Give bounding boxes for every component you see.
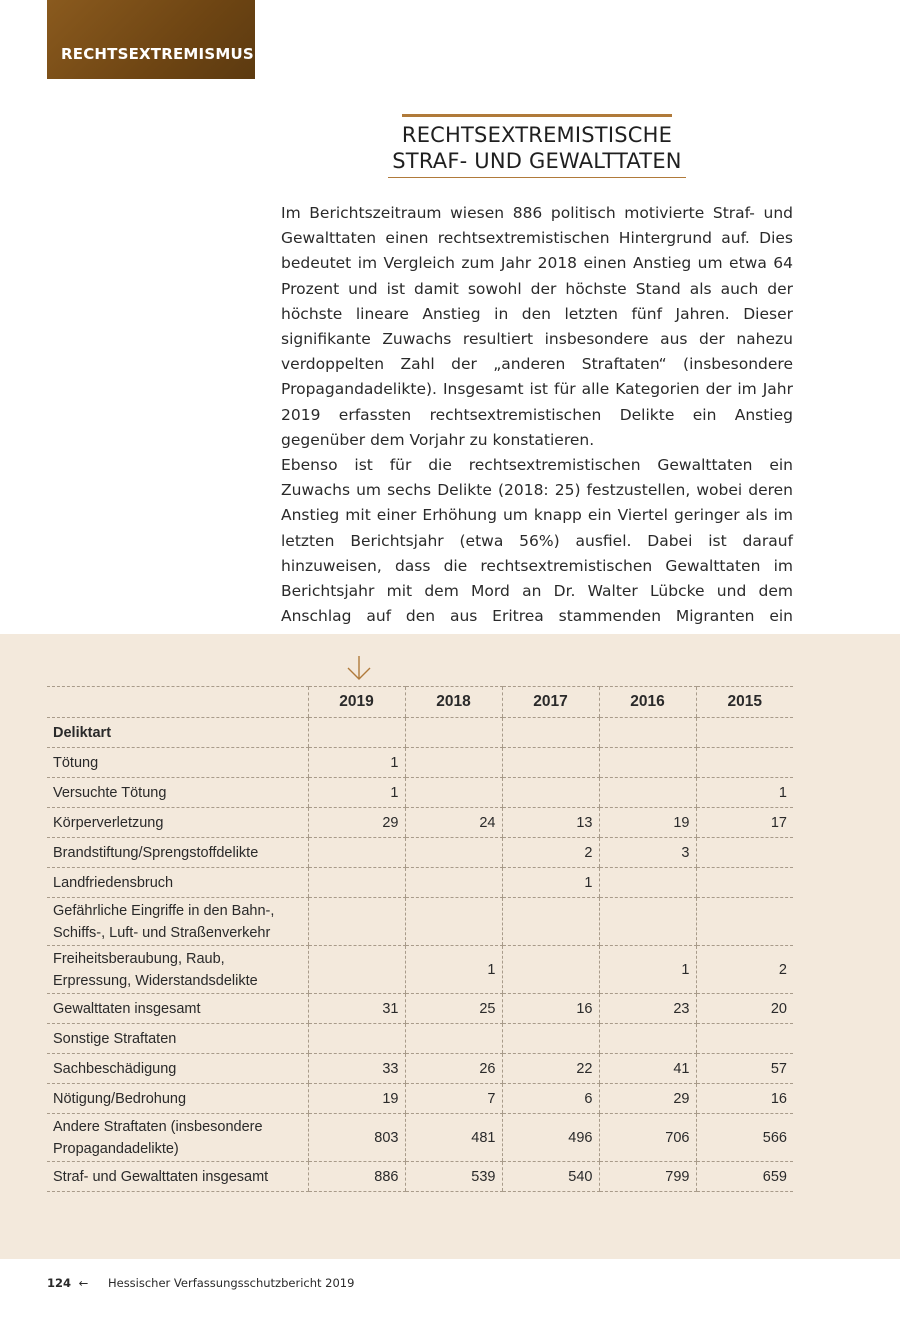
table-row	[47, 994, 793, 1024]
cell-value: 19	[308, 1084, 405, 1114]
cell-value: 17	[696, 808, 793, 838]
cell-value: 803	[308, 1114, 405, 1162]
table-row	[47, 838, 793, 868]
cell-value	[599, 748, 696, 778]
cell-value: 566	[696, 1114, 793, 1162]
cell-value: 7	[405, 1084, 502, 1114]
cell-value	[696, 748, 793, 778]
cell-value	[696, 838, 793, 868]
cell-value: 31	[308, 994, 405, 1024]
header-year: 2016	[599, 687, 696, 718]
cell-value	[599, 1024, 696, 1054]
cell-value	[502, 946, 599, 994]
cell-value	[308, 718, 405, 748]
title-rule-bottom	[388, 177, 686, 178]
header-year: 2018	[405, 687, 502, 718]
cell-value: 1	[599, 946, 696, 994]
cell-value: 16	[502, 994, 599, 1024]
row-label: Sonstige Straftaten	[47, 1024, 308, 1054]
table-row	[47, 778, 793, 808]
row-label: Straf- und Gewalttaten insgesamt	[47, 1162, 308, 1192]
cell-value: 1	[405, 946, 502, 994]
cell-value: 1	[502, 868, 599, 898]
cell-value: 16	[696, 1084, 793, 1114]
cell-value	[696, 718, 793, 748]
table-header-row	[47, 687, 793, 718]
offense-table	[47, 686, 793, 1192]
table-row	[47, 898, 793, 946]
table-row	[47, 718, 793, 748]
cell-value	[502, 718, 599, 748]
table-row	[47, 946, 793, 994]
table-row	[47, 748, 793, 778]
title-line-1: RECHTSEXTREMISTISCHE	[401, 123, 673, 147]
paragraph-1: Im Berichtszeitraum wiesen 886 politisch motivierte Straf- und Gewalttaten einen rechtsextremistischen Hintergrund auf. Dies bedeutet im Vergleich zum Jahr 2018 einen Anstieg um etwa 64 Prozent und ist damit sowohl der höchste Stand als auch der höchste lineare Anstieg in den letzten fünf Jahren. Dieser signifikante Zuwachs resultiert insbesondere aus der nahezu verdoppelten Zahl der „anderen Straftaten“ (insbesondere Propagandadelikte). Insgesamt ist für alle Kategorien der im Jahr 2019 erfassten rechtsextremistischen Delikte ein Anstieg gegenüber dem Vorjahr zu konstatieren.	[281, 204, 793, 449]
row-label: Brandstiftung/Sprengstoffdelikte	[47, 838, 308, 868]
cell-value: 13	[502, 808, 599, 838]
cell-value: 41	[599, 1054, 696, 1084]
cell-value	[405, 778, 502, 808]
cell-value: 29	[308, 808, 405, 838]
cell-value	[308, 1024, 405, 1054]
cell-value	[696, 898, 793, 946]
cell-value: 29	[599, 1084, 696, 1114]
cell-value: 539	[405, 1162, 502, 1192]
cell-value	[502, 898, 599, 946]
row-label: Gefährliche Eingriffe in den Bahn-, Schiffs-, Luft- und Straßenverkehr	[47, 898, 308, 946]
cell-value: 540	[502, 1162, 599, 1192]
cell-value	[308, 898, 405, 946]
section-tag	[47, 0, 255, 79]
cell-value: 33	[308, 1054, 405, 1084]
cell-value	[599, 778, 696, 808]
cell-value	[502, 748, 599, 778]
table-row	[47, 868, 793, 898]
header-year: 2019	[308, 687, 405, 718]
cell-value	[405, 868, 502, 898]
cell-value: 6	[502, 1084, 599, 1114]
back-arrow-icon[interactable]: ←	[78, 1276, 89, 1290]
table-row	[47, 808, 793, 838]
row-label: Versuchte Tötung	[47, 778, 308, 808]
publication-title: Hessischer Verfassungsschutzbericht 2019	[107, 1276, 355, 1290]
cell-value	[308, 946, 405, 994]
row-label: Landfriedensbruch	[47, 868, 308, 898]
cell-value: 20	[696, 994, 793, 1024]
row-label: Gewalttaten insgesamt	[47, 994, 308, 1024]
row-label: Tötung	[47, 748, 308, 778]
cell-value: 2	[502, 838, 599, 868]
cell-value: 24	[405, 808, 502, 838]
cell-value: 1	[308, 778, 405, 808]
cell-value	[502, 1024, 599, 1054]
row-label: Freiheitsberaubung, Raub, Erpressung, Widerstandsdelikte	[47, 946, 308, 994]
title-rule-top	[402, 114, 672, 117]
cell-value	[599, 868, 696, 898]
header-year: 2015	[696, 687, 793, 718]
table-row	[47, 1084, 793, 1114]
table-row	[47, 1162, 793, 1192]
page-footer	[47, 1276, 354, 1290]
page-number: 124	[47, 1276, 72, 1290]
cell-value: 2	[696, 946, 793, 994]
cell-value: 3	[599, 838, 696, 868]
section-tag-label: RECHTSEXTREMISMUS	[61, 45, 254, 63]
cell-value: 57	[696, 1054, 793, 1084]
cell-value: 22	[502, 1054, 599, 1084]
row-label: Nötigung/Bedrohung	[47, 1084, 308, 1114]
title-line-2: STRAF- UND GEWALTTATEN	[392, 149, 682, 173]
cell-value: 481	[405, 1114, 502, 1162]
cell-value	[405, 748, 502, 778]
cell-value: 799	[599, 1162, 696, 1192]
cell-value	[405, 1024, 502, 1054]
row-label: Deliktart	[47, 718, 308, 748]
cell-value: 23	[599, 994, 696, 1024]
cell-value: 496	[502, 1114, 599, 1162]
cell-value	[599, 898, 696, 946]
header-empty-cell	[47, 687, 308, 718]
cell-value	[599, 718, 696, 748]
table-row	[47, 1024, 793, 1054]
cell-value: 19	[599, 808, 696, 838]
cell-value: 1	[696, 778, 793, 808]
cell-value: 25	[405, 994, 502, 1024]
cell-value	[405, 838, 502, 868]
cell-value	[696, 868, 793, 898]
row-label: Körperverletzung	[47, 808, 308, 838]
header-year: 2017	[502, 687, 599, 718]
cell-value: 1	[308, 748, 405, 778]
cell-value: 26	[405, 1054, 502, 1084]
cell-value: 706	[599, 1114, 696, 1162]
cell-value	[696, 1024, 793, 1054]
cell-value	[405, 718, 502, 748]
cell-value	[405, 898, 502, 946]
paragraph-2: Ebenso ist für die rechtsextremistischen Gewalttaten ein Zuwachs um sechs Delikte (2018: 25) festzustellen, wobei deren Anstieg mit einer Erhöhung um knapp ein Viertel geringer als im letzten Berichtsjahr (etwa 56%) ausfiel. Dabei ist darauf hinzuweisen, dass die rechtsextremistischen Gewalttaten im Berichtsjahr mit dem Mord an Dr. Walter Lübcke und dem Anschlag auf den aus Eritrea stammenden Migranten ein	[281, 456, 793, 626]
table-row	[47, 1114, 793, 1162]
cell-value	[502, 778, 599, 808]
row-label: Andere Straftaten (insbesondere Propagandadelikte)	[47, 1114, 308, 1162]
table-row	[47, 1054, 793, 1084]
arrow-down-icon	[344, 655, 374, 681]
cell-value	[308, 868, 405, 898]
page-title	[388, 114, 686, 178]
row-label: Sachbeschädigung	[47, 1054, 308, 1084]
cell-value: 659	[696, 1162, 793, 1192]
cell-value	[308, 838, 405, 868]
cell-value: 886	[308, 1162, 405, 1192]
